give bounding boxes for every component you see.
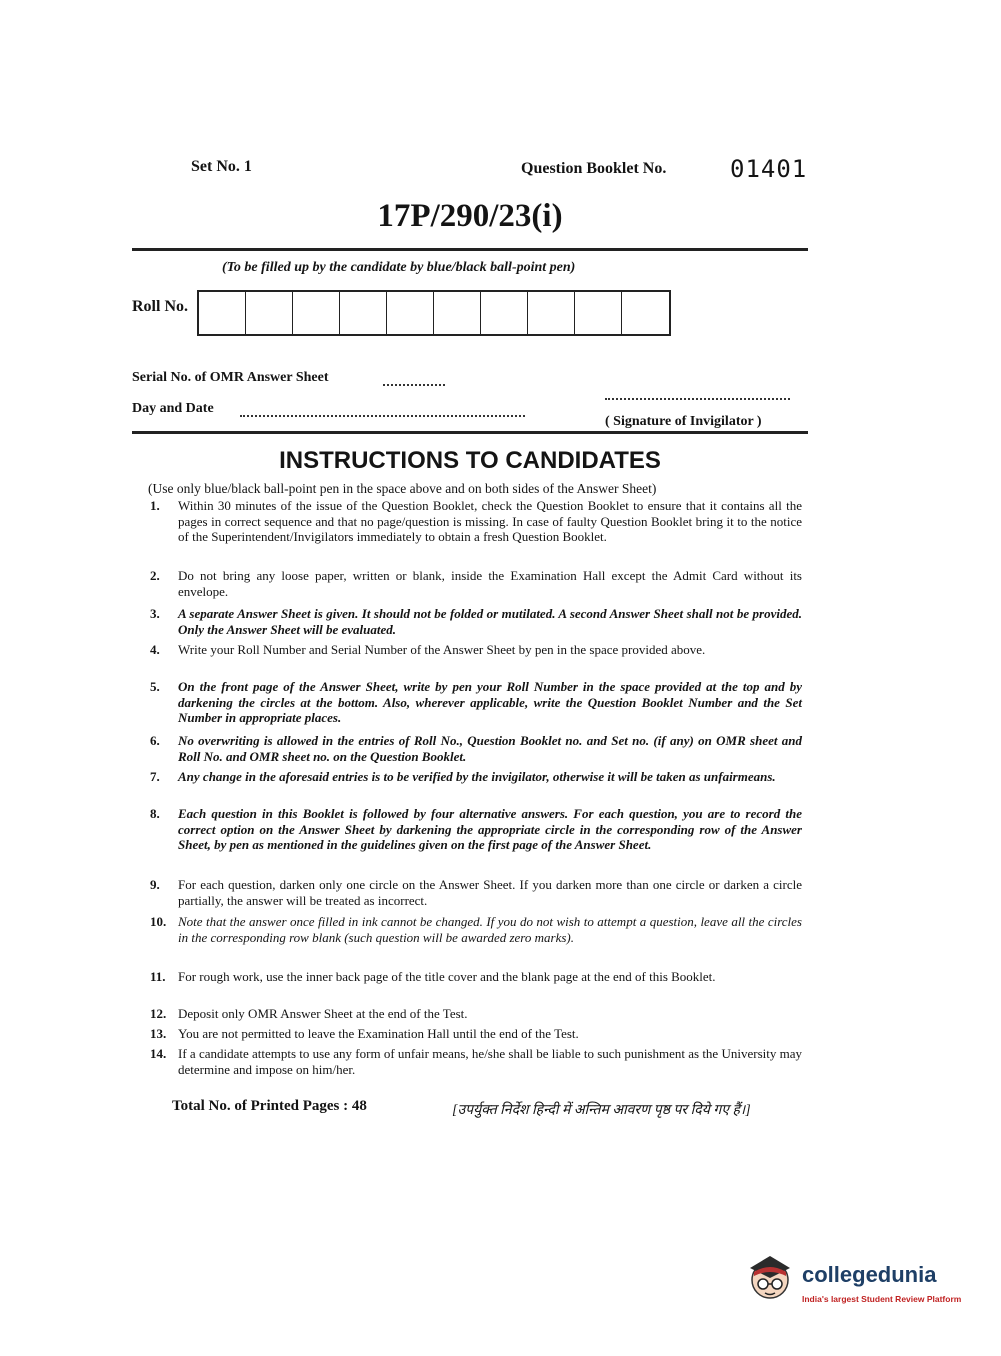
instruction-text: On the front page of the Answer Sheet, write by pen your Roll Number in the space provided at the top and by darkening the circles at the bottom. Also, wherever applicable, write the Question Booklet Number and the Set Number in appropriate places. [178,679,802,725]
total-pages: Total No. of Printed Pages : 48 [172,1098,367,1114]
instruction-item [150,568,802,599]
instruction-text: Deposit only OMR Answer Sheet at the end of the Test. [178,1006,468,1021]
collegedunia-mascot-icon [740,1248,800,1308]
roll-number-cell[interactable] [528,292,575,334]
booklet-number-label: Question Booklet No. [521,160,667,177]
day-date-blank[interactable] [240,415,525,417]
instruction-item [150,498,802,545]
instruction-number: 2. [150,568,160,583]
instruction-number: 9. [150,877,160,892]
instruction-number: 10. [150,914,167,929]
instruction-item [150,1026,802,1042]
paper-code: 17P/290/23(i) [377,198,563,234]
omr-serial-label: Serial No. of OMR Answer Sheet [132,370,329,385]
instruction-item [150,642,802,658]
instruction-item [150,733,802,764]
roll-number-cell[interactable] [622,292,669,334]
instruction-number: 12. [150,1006,167,1021]
day-date-label: Day and Date [132,401,214,416]
instructions-title: INSTRUCTIONS TO CANDIDATES [279,447,661,474]
collegedunia-tagline: India's largest Student Review Platform [802,1294,962,1304]
instruction-number: 6. [150,733,160,748]
instruction-text: Write your Roll Number and Serial Number of the Answer Sheet by pen in the space provided above. [178,642,706,657]
booklet-number-value: 01401 [730,155,808,183]
instruction-text: If a candidate attempts to use any form of unfair means, he/she shall be liable to such punishment as the University may determine and impose on him/her. [178,1046,802,1077]
fill-instruction: (To be filled up by the candidate by blue/black ball-point pen) [222,260,576,275]
omr-serial-blank[interactable] [383,384,445,386]
instruction-item [150,679,802,726]
instruction-text: Do not bring any loose paper, written or blank, inside the Examination Hall except the Admit Card without its envelope. [178,568,802,599]
instruction-item [150,606,802,637]
instruction-number: 3. [150,606,160,621]
instruction-item [150,769,802,785]
roll-number-cell[interactable] [340,292,387,334]
header-divider [132,248,808,251]
instruction-item [150,914,802,945]
collegedunia-brand: collegedunia [802,1262,937,1287]
invigilator-signature-label: ( Signature of Invigilator ) [605,414,762,429]
roll-number-cell[interactable] [199,292,246,334]
roll-number-cell[interactable] [575,292,622,334]
roll-number-cell[interactable] [387,292,434,334]
instruction-number: 4. [150,642,160,657]
instruction-text: For rough work, use the inner back page of the title cover and the blank page at the end of this Booklet. [178,969,716,984]
hindi-note: [उपर्युक्त निर्देश हिन्दी में अन्तिम आवरण पृष्ठ पर दिये गए हैं।] [452,1103,751,1118]
instruction-text: Note that the answer once filled in ink cannot be changed. If you do not wish to attempt a question, leave all the circles in the corresponding row blank (such question will be awarded zero marks). [178,914,802,945]
instruction-item [150,877,802,908]
instruction-number: 11. [150,969,166,984]
instruction-number: 7. [150,769,160,784]
roll-number-cell[interactable] [434,292,481,334]
instruction-text: A separate Answer Sheet is given. It should not be folded or mutilated. A second Answer Sheet shall not be provided. Only the Answer Sheet will be evaluated. [178,606,802,637]
instruction-text: No overwriting is allowed in the entries of Roll No., Question Booklet no. and Set no. (if any) on OMR sheet and Roll No. and OMR sheet no. on the Question Booklet. [178,733,802,764]
instruction-text: You are not permitted to leave the Examination Hall until the end of the Test. [178,1026,579,1041]
instruction-text: For each question, darken only one circle on the Answer Sheet. If you darken more than one circle or darken a circle partially, the answer will be treated as incorrect. [178,877,802,908]
instruction-number: 8. [150,806,160,821]
instruction-item [150,1006,802,1022]
instruction-number: 13. [150,1026,167,1041]
instruction-text: Within 30 minutes of the issue of the Question Booklet, check the Question Booklet to ensure that it contains all the pages in correct sequence and that no page/question is missing. In case of faulty Question Booklet bring it to the notice of the Superintendent/Invigilators immediately to obtain a fresh Question Booklet. [178,498,802,544]
instruction-number: 1. [150,498,160,513]
instruction-item [150,1046,802,1077]
instruction-item [150,806,802,853]
invigilator-signature-blank [605,398,790,400]
roll-number-label: Roll No. [132,298,188,315]
instruction-text: Any change in the aforesaid entries is to be verified by the invigilator, otherwise it will be taken as unfairmeans. [178,769,776,784]
instruction-item [150,969,802,985]
roll-number-cell[interactable] [481,292,528,334]
pen-usage-note: (Use only blue/black ball-point pen in the space above and on both sides of the Answer Sheet) [148,481,657,496]
roll-number-boxes[interactable] [197,290,671,336]
instruction-number: 5. [150,679,160,694]
instruction-number: 14. [150,1046,167,1061]
form-divider [132,431,808,434]
roll-number-cell[interactable] [246,292,293,334]
roll-number-cell[interactable] [293,292,340,334]
set-number: Set No. 1 [191,158,252,175]
instruction-text: Each question in this Booklet is followed by four alternative answers. For each question, you are to record the correct option on the Answer Sheet by darkening the appropriate circle in the corresponding row of the Answer Sheet, by pen as mentioned in the guidelines given on the first page of the Answer Sheet. [178,806,802,852]
